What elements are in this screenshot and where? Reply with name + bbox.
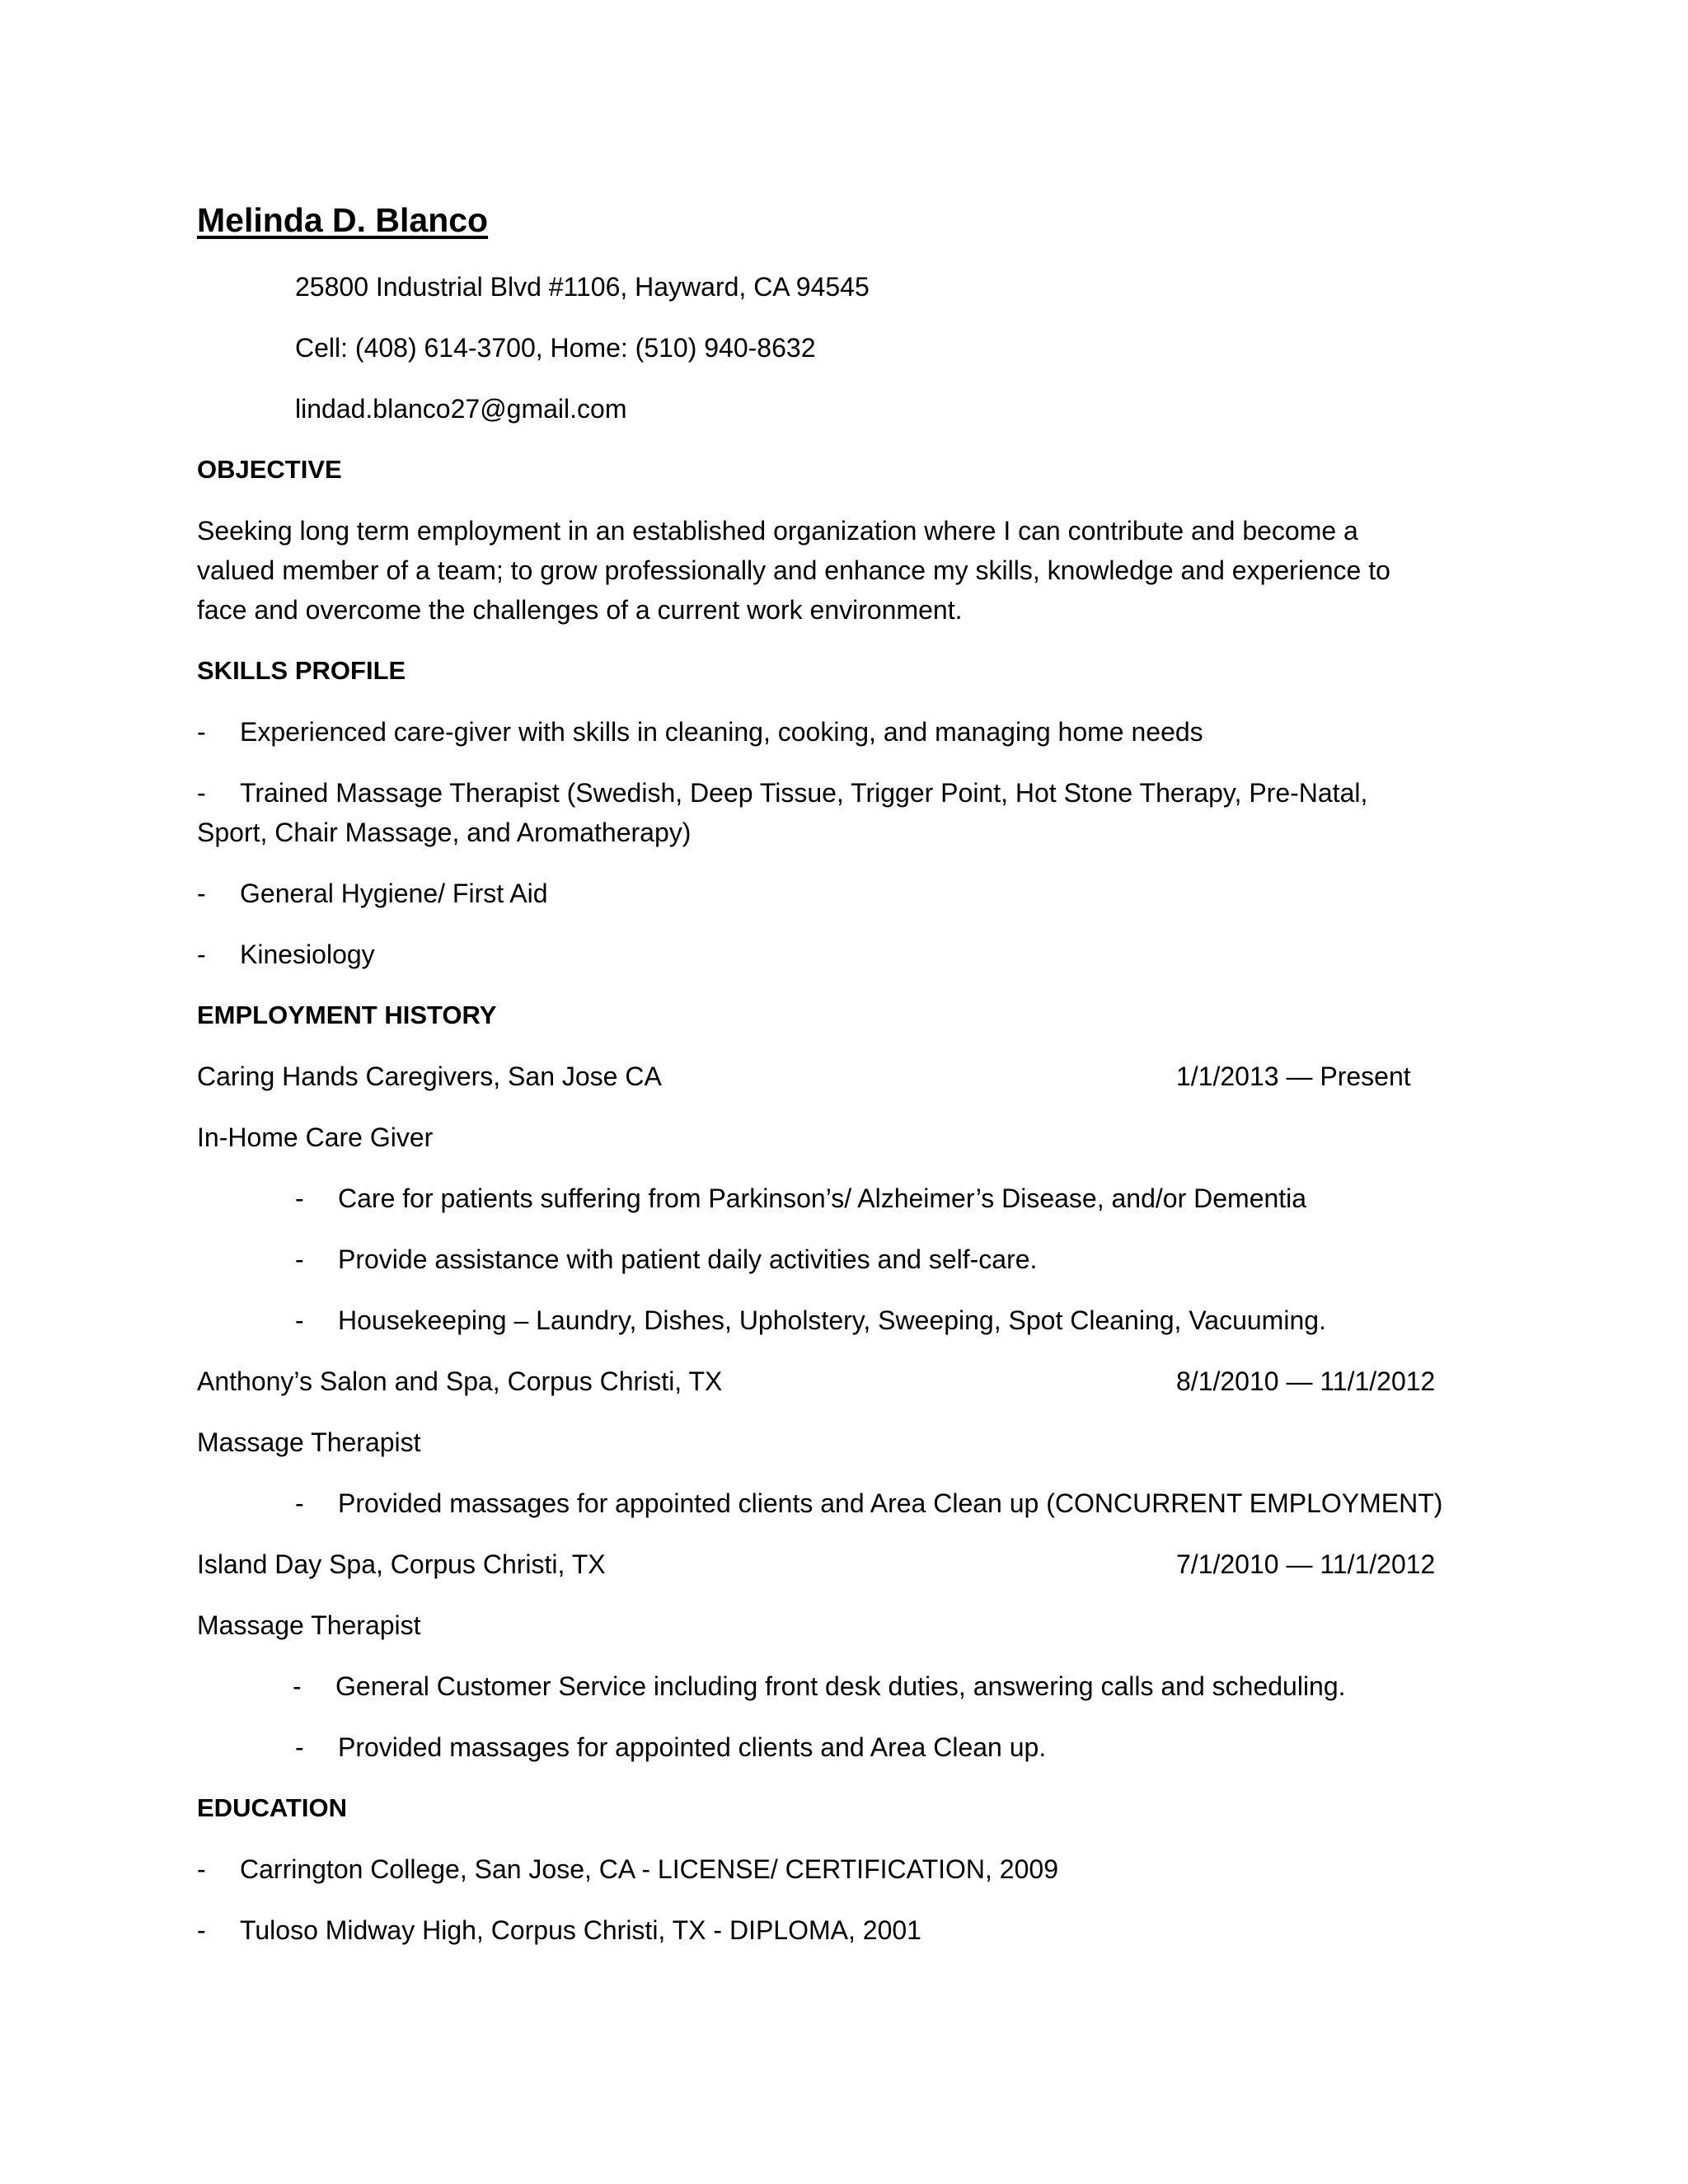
job-title: In-Home Care Giver bbox=[197, 1122, 434, 1152]
bullet-dash: - bbox=[197, 778, 206, 808]
bullet-dash: - bbox=[295, 1305, 304, 1335]
skills-heading: SKILLS PROFILE bbox=[197, 656, 406, 685]
bullet-dash: - bbox=[197, 940, 206, 969]
job-duty bbox=[295, 1301, 1326, 1340]
education-item bbox=[197, 1849, 1058, 1889]
job-duty bbox=[293, 1666, 1346, 1706]
job-duty-text: Housekeeping – Laundry, Dishes, Upholstery, Sweeping, Spot Cleaning, Vacuuming. bbox=[338, 1305, 1326, 1335]
bullet-dash: - bbox=[293, 1671, 302, 1701]
job-title: Massage Therapist bbox=[197, 1610, 421, 1640]
job-dates: 8/1/2010 — 11/1/2012 bbox=[1176, 1366, 1436, 1396]
objective-line-1: Seeking long term employment in an established organization where I can contribute and become a bbox=[197, 516, 1358, 546]
contact-address: 25800 Industrial Blvd #1106, Hayward, CA 94545 bbox=[295, 272, 870, 302]
bullet-dash: - bbox=[295, 1244, 304, 1274]
bullet-dash: - bbox=[295, 1183, 304, 1213]
job-duty-text: General Customer Service including front desk duties, answering calls and scheduling. bbox=[335, 1671, 1346, 1701]
skills-item-text: Experienced care-giver with skills in cleaning, cooking, and managing home needs bbox=[240, 717, 1203, 747]
skills-item bbox=[197, 773, 1367, 813]
job-employer: Anthony’s Salon and Spa, Corpus Christi, TX bbox=[197, 1366, 723, 1396]
education-heading: EDUCATION bbox=[197, 1793, 347, 1822]
objective-heading: OBJECTIVE bbox=[197, 455, 342, 484]
contact-phones: Cell: (408) 614-3700, Home: (510) 940-8632 bbox=[295, 333, 816, 363]
job-duty bbox=[295, 1727, 1046, 1767]
employment-heading: EMPLOYMENT HISTORY bbox=[197, 1001, 497, 1029]
contact-email: lindad.blanco27@gmail.com bbox=[295, 394, 627, 424]
bullet-dash: - bbox=[197, 717, 206, 747]
job-employer: Caring Hands Caregivers, San Jose CA bbox=[197, 1062, 662, 1091]
skills-item bbox=[197, 935, 375, 974]
skills-item bbox=[197, 874, 548, 913]
bullet-dash: - bbox=[197, 879, 206, 908]
skills-item-text: Trained Massage Therapist (Swedish, Deep Tissue, Trigger Point, Hot Stone Therapy, Pre-Natal, bbox=[240, 778, 1368, 808]
job-duty-text: Provided massages for appointed clients and Area Clean up (CONCURRENT EMPLOYMENT) bbox=[338, 1488, 1443, 1518]
bullet-dash: - bbox=[295, 1732, 304, 1762]
education-item-text: Tuloso Midway High, Corpus Christi, TX - DIPLOMA, 2001 bbox=[240, 1915, 921, 1945]
job-dates: 1/1/2013 — Present bbox=[1176, 1062, 1411, 1091]
bullet-dash: - bbox=[295, 1488, 304, 1518]
job-title: Massage Therapist bbox=[197, 1427, 421, 1457]
job-duty bbox=[295, 1483, 1442, 1523]
job-duty-text: Care for patients suffering from Parkinson’s/ Alzheimer’s Disease, and/or Dementia bbox=[338, 1183, 1307, 1213]
skills-item-continuation: Sport, Chair Massage, and Aromatherapy) bbox=[197, 818, 692, 847]
skills-item-text: Kinesiology bbox=[240, 940, 375, 969]
job-duty-text: Provide assistance with patient daily activities and self-care. bbox=[338, 1244, 1038, 1274]
applicant-name: Melinda D. Blanco bbox=[197, 201, 489, 239]
job-employer: Island Day Spa, Corpus Christi, TX bbox=[197, 1549, 606, 1579]
objective-line-3: face and overcome the challenges of a current work environment. bbox=[197, 595, 963, 625]
job-duty bbox=[295, 1240, 1037, 1279]
skills-item bbox=[197, 712, 1203, 752]
skills-item-text: General Hygiene/ First Aid bbox=[240, 879, 548, 908]
objective-line-2: valued member of a team; to grow professionally and enhance my skills, knowledge and experience to bbox=[197, 555, 1390, 585]
bullet-dash: - bbox=[197, 1915, 206, 1945]
bullet-dash: - bbox=[197, 1854, 206, 1884]
job-duty-text: Provided massages for appointed clients and Area Clean up. bbox=[338, 1732, 1047, 1762]
job-duty bbox=[295, 1179, 1306, 1218]
job-dates: 7/1/2010 — 11/1/2012 bbox=[1176, 1549, 1436, 1579]
education-item-text: Carrington College, San Jose, CA - LICENSE/ CERTIFICATION, 2009 bbox=[240, 1854, 1058, 1884]
education-item bbox=[197, 1910, 921, 1950]
